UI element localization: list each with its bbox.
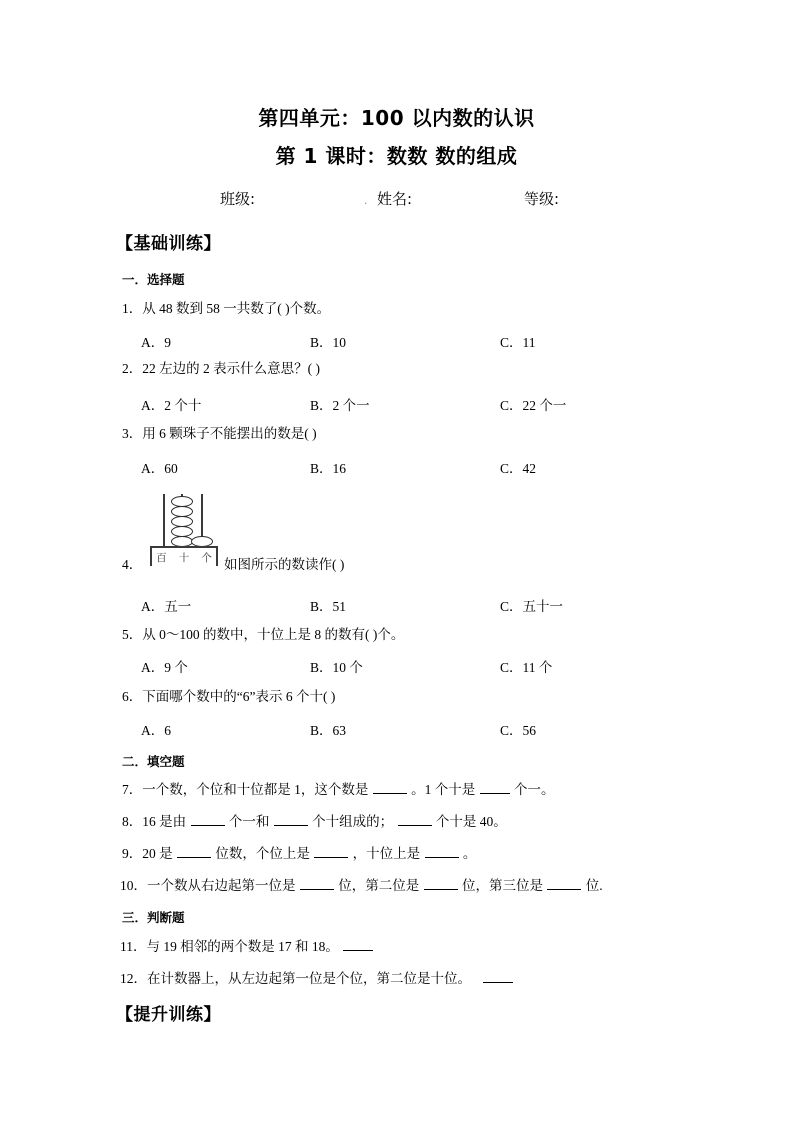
question-7-blank-1[interactable] <box>373 780 407 794</box>
question-8-blank-1[interactable] <box>191 812 225 826</box>
page-title: 第四单元：100 以内数的认识 <box>258 106 535 130</box>
question-10-text-1: 10．一个数从右边起第一位是 <box>120 878 296 893</box>
question-12-answer-blank[interactable] <box>483 969 513 983</box>
question-2-option-a[interactable]: A．2 个十 <box>141 398 202 413</box>
question-6-option-a[interactable]: A．6 <box>141 723 171 738</box>
name-label: 姓名: <box>377 190 413 208</box>
question-2-options <box>0 394 793 414</box>
stray-dot-mark: . <box>364 194 368 207</box>
question-4-options <box>0 595 793 615</box>
question-11-answer-blank[interactable] <box>343 937 373 951</box>
question-10-blank-2[interactable] <box>424 876 458 890</box>
section-header-boost-training: 【提升训练】 <box>116 1005 221 1025</box>
question-2-option-b[interactable]: B．2 个一 <box>310 398 370 413</box>
question-5-stem: 5．从 0～100 的数中，十位上是 8 的数有( )个。 <box>122 627 405 642</box>
question-5-option-b[interactable]: B．10 个 <box>310 660 363 675</box>
subsection-true-false: 三．判断题 <box>122 910 185 925</box>
question-2-stem: 2．22 左边的 2 表示什么意思？( ) <box>122 361 320 376</box>
student-info-row <box>124 188 693 212</box>
question-7-text-2: 。1 个十是 <box>411 782 476 797</box>
question-8-blank-3[interactable] <box>398 812 432 826</box>
question-1-options <box>0 331 793 351</box>
question-8-text-4: 个十是 40。 <box>435 814 507 829</box>
question-9-stem <box>122 844 476 863</box>
question-9-blank-1[interactable] <box>177 844 211 858</box>
question-12-text: 12．在计数器上，从左边起第一位是个位，第二位是十位。 <box>120 971 471 986</box>
question-10-stem <box>120 876 603 895</box>
question-3-stem: 3．用 6 颗珠子不能摆出的数是( ) <box>122 426 317 441</box>
question-12-stem <box>120 969 514 988</box>
question-9-text-1: 9．20 是 <box>122 846 173 861</box>
question-8-text-3: 个十组成的； <box>312 814 394 829</box>
question-3-option-c[interactable]: C．42 <box>500 461 537 476</box>
question-8-blank-2[interactable] <box>274 812 308 826</box>
question-6-option-b[interactable]: B．63 <box>310 723 347 738</box>
question-4-option-c[interactable]: C．五十一 <box>500 599 564 614</box>
abacus-figure <box>150 492 222 566</box>
question-2-option-c[interactable]: C．22 个一 <box>500 398 567 413</box>
question-6-option-c[interactable]: C．56 <box>500 723 537 738</box>
question-5-option-c[interactable]: C．11 个 <box>500 660 553 675</box>
question-5-options <box>0 656 793 676</box>
question-8-text-1: 8．16 是由 <box>122 814 187 829</box>
question-9-blank-2[interactable] <box>314 844 348 858</box>
question-1-option-b[interactable]: B．10 <box>310 335 347 350</box>
question-7-stem <box>122 780 555 799</box>
question-10-text-3: 位，第三位是 <box>462 878 543 893</box>
abacus-label-tens: 十 <box>178 552 190 565</box>
question-4-option-b[interactable]: B．51 <box>310 599 347 614</box>
section-header-basic-training: 【基础训练】 <box>116 234 221 254</box>
question-8-stem <box>122 812 507 831</box>
question-7-text-1: 7．一个数，个位和十位都是 1，这个数是 <box>122 782 369 797</box>
question-4-option-a[interactable]: A．五一 <box>141 599 192 614</box>
question-8-text-2: 个一和 <box>228 814 270 829</box>
class-label: 班级: <box>220 190 256 208</box>
grade-label: 等级: <box>524 190 560 208</box>
question-11-stem <box>120 937 374 956</box>
question-11-text: 11．与 19 相邻的两个数是 17 和 18。 <box>120 939 339 954</box>
abacus-place-labels <box>150 550 218 567</box>
abacus-label-ones: 个 <box>201 552 212 565</box>
page-subtitle: 第 1 课时：数数 数的组成 <box>275 144 518 168</box>
question-10-text-4: 位. <box>585 878 603 893</box>
question-9-text-3: ，十位上是 <box>352 846 421 861</box>
question-1-option-a[interactable]: A．9 <box>141 335 171 350</box>
subsection-fill-in-blank: 二．填空题 <box>122 754 185 769</box>
question-4-stem: 如图所示的数读作( ) <box>224 557 345 572</box>
question-6-stem: 6．下面哪个数中的“6”表示 6 个十( ) <box>122 689 336 704</box>
question-5-option-a[interactable]: A．9 个 <box>141 660 188 675</box>
question-7-blank-2[interactable] <box>480 780 510 794</box>
subsection-multiple-choice: 一．选择题 <box>122 272 185 287</box>
question-1-stem: 1．从 48 数到 58 一共数了( )个数。 <box>122 301 331 316</box>
question-10-text-2: 位，第二位是 <box>338 878 420 893</box>
question-4-number: 4． <box>122 557 143 572</box>
question-3-option-b[interactable]: B．16 <box>310 461 347 476</box>
question-10-blank-3[interactable] <box>547 876 581 890</box>
question-10-blank-1[interactable] <box>300 876 334 890</box>
question-9-blank-3[interactable] <box>425 844 459 858</box>
question-3-option-a[interactable]: A．60 <box>141 461 178 476</box>
question-6-options <box>0 719 793 739</box>
question-1-option-c[interactable]: C．11 <box>500 335 536 350</box>
abacus-rod-hundreds <box>163 494 165 548</box>
question-9-text-2: 位数，个位上是 <box>215 846 310 861</box>
abacus-label-hundreds: 百 <box>156 552 167 565</box>
question-7-text-3: 个一。 <box>514 782 555 797</box>
question-3-options <box>0 457 793 477</box>
abacus-frame-bottom <box>150 546 218 548</box>
question-9-text-4: 。 <box>462 846 477 861</box>
